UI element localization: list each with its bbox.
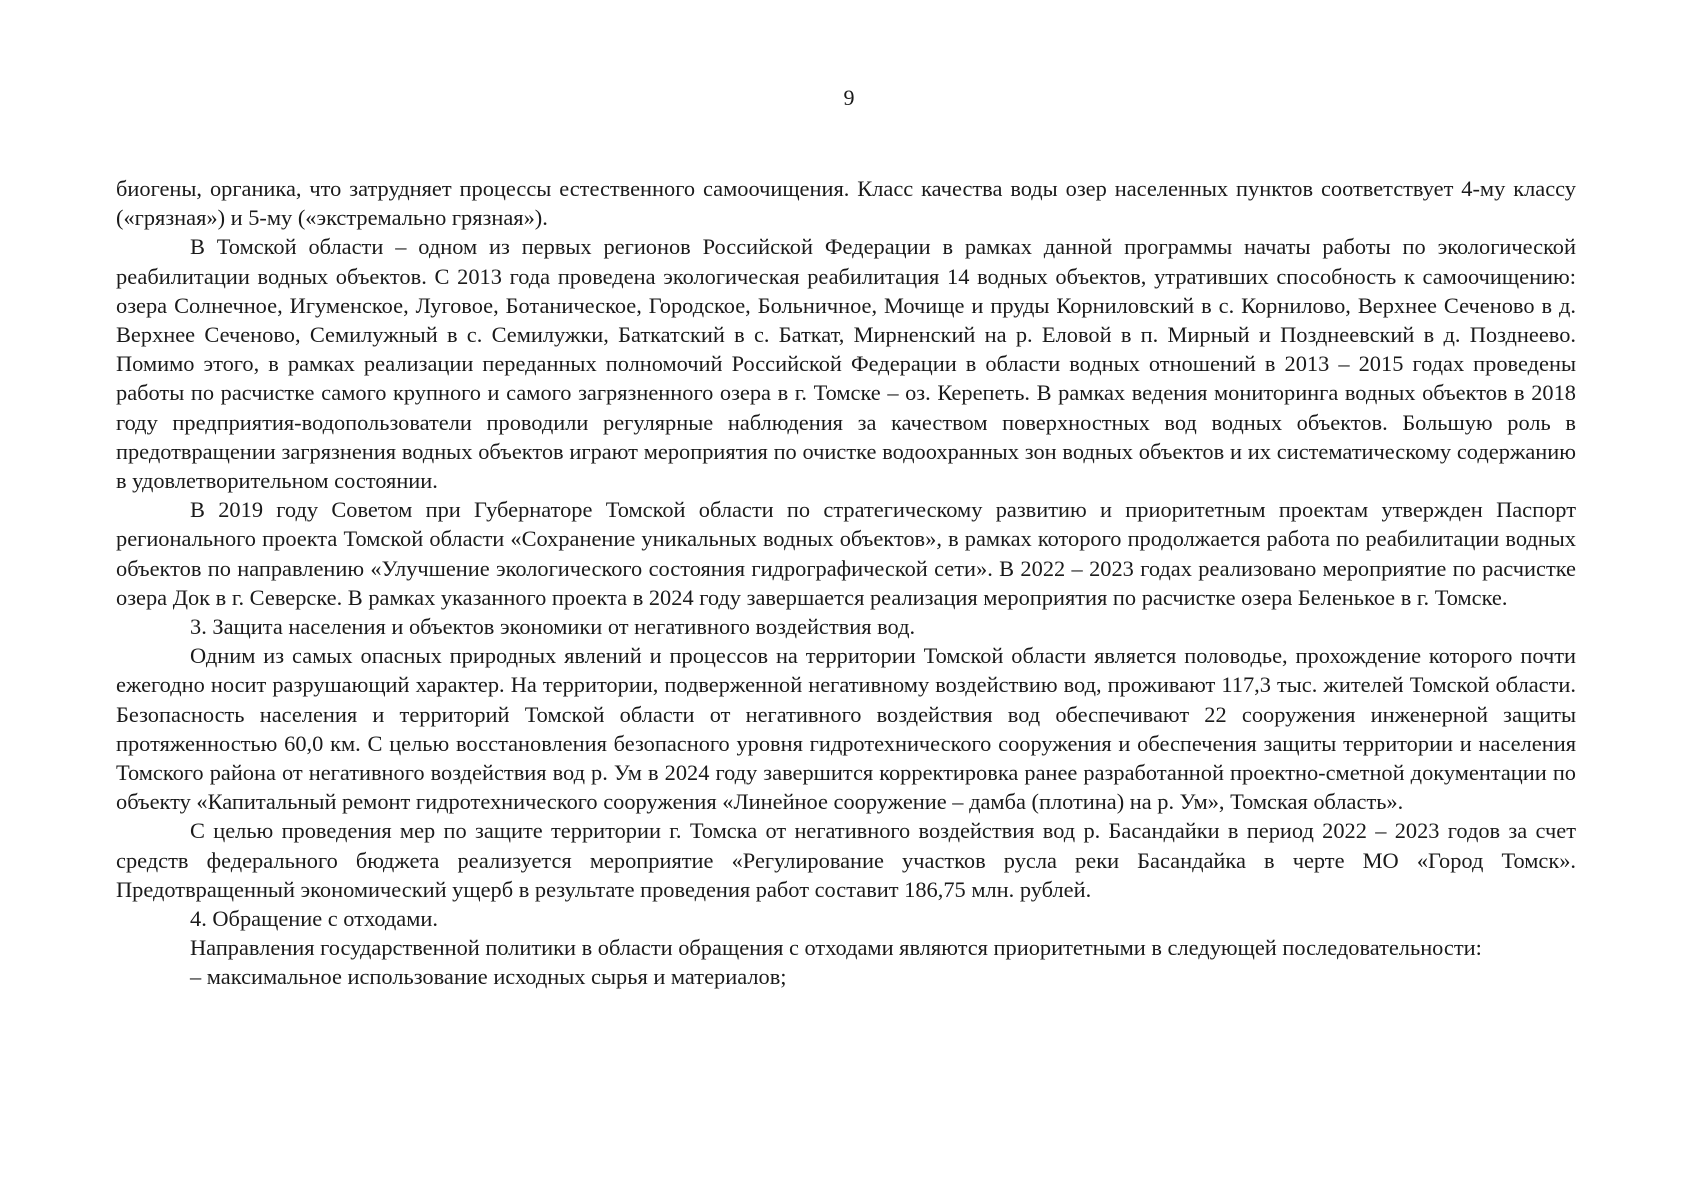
paragraph-intro-continuation: биогены, органика, что затрудняет процессы естественного самоочищения. Класс качества воды озер населенных пунктов соответствует 4-му классу («грязная») и 5-му («экстремально грязная»). xyxy=(116,176,1576,231)
section-heading-flood-protection: 3. Защита населения и объектов экономики от негативного воздействия вод. xyxy=(190,614,916,640)
list-item-raw-materials: – максимальное использование исходных сырья и материалов; xyxy=(190,964,787,990)
paragraph-regional-project: В 2019 году Советом при Губернаторе Томской области по стратегическому развитию и приоритетным проектам утвержден Паспорт регионального проекта Томской области «Сохранение уникальных водных объектов», в рамках которого продолжается работа по реабилитации водных объектов по направлению «Улучшение экологического состояния гидрографической сети». В 2022 – 2023 годах реализовано мероприятие по расчистке озера Док в г. Северске. В рамках указанного проекта в 2024 году завершается реализация мероприятия по расчистке озера Беленькое в г. Томске. xyxy=(116,497,1576,610)
paragraph-basandaika: С целью проведения мер по защите территории г. Томска от негативного воздействия вод р. Басандайки в период 2022 – 2023 годов за счет средств федерального бюджета реализуется мероприятие «Регулирование участков русла реки Басандайка в черте МО «Город Томск». Предотвращенный экономический ущерб в результате проведения работ составит 186,75 млн. рублей. xyxy=(116,818,1576,902)
paragraph-waste-policy: Направления государственной политики в области обращения с отходами являются приоритетными в следующей последовательности: xyxy=(190,935,1482,961)
section-heading-waste: 4. Обращение с отходами. xyxy=(190,906,438,932)
paragraph-rehabilitation: В Томской области – одном из первых регионов Российской Федерации в рамках данной программы начаты работы по экологической реабилитации водных объектов. С 2013 года проведена экологическая реабилитация 14 водных объектов, утративших способность к самоочищению: озера Солнечное, Игуменское, Луговое, Ботаническое, Городское, Больничное, Мочище и пруды Корниловский в с. Корнилово, Верхнее Сеченово в д. Верхнее Сеченово, Семилужный в с. Семилужки, Баткатский в с. Баткат, Мирненский на р. Еловой в п. Мирный и Позднеевский в д. Позднеево. Помимо этого, в рамках реализации переданных полномочий Российской Федерации в области водных отношений в 2013 – 2015 годах проведены работы по расчистке самого крупного и самого загрязненного озера в г. Томске – оз. Керепеть. В рамках ведения мониторинга водных объектов в 2018 году предприятия-водопользователи проводили регулярные наблюдения за качеством поверхностных вод водных объектов. Большую роль в предотвращении загрязнения водных объектов играют мероприятия по очистке водоохранных зон водных объектов и их систематическому содержанию в удовлетворительном состоянии. xyxy=(116,234,1576,494)
paragraph-flood: Одним из самых опасных природных явлений и процессов на территории Томской области является половодье, прохождение которого почти ежегодно носит разрушающий характер. На территории, подверженной негативному воздействию вод, проживают 117,3 тыс. жителей Томской области. Безопасность населения и территорий Томской области от негативного воздействия вод обеспечивают 22 сооружения инженерной защиты протяженностью 60,0 км. С целью восстановления безопасного уровня гидротехнического сооружения и обеспечения защиты территории и населения Томского района от негативного воздействия вод р. Ум в 2024 году завершится корректировка ранее разработанной проектно-сметной документации по объекту «Капитальный ремонт гидротехнического сооружения «Линейное сооружение – дамба (плотина) на р. Ум», Томская область». xyxy=(116,643,1576,815)
page-number: 9 xyxy=(843,85,855,110)
document-body xyxy=(116,174,1576,992)
